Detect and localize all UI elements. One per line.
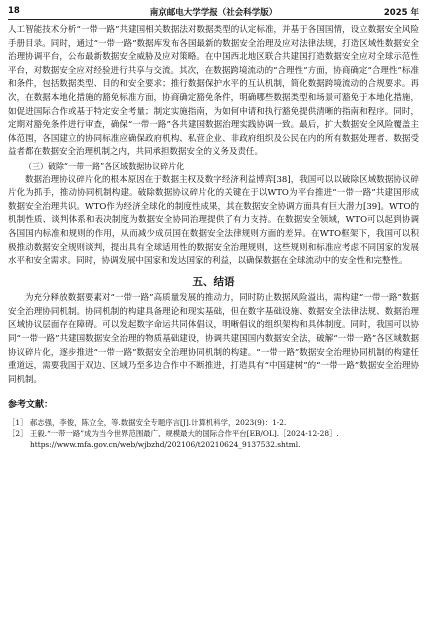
reference-text: ［2］ 王毅.“一带一路”成为当今世界范围最广、规模最大的国际合作平台[EB/OL].［2024-12-28］. bbox=[8, 429, 339, 439]
body-paragraph: 数据治理协议碎片化的根本原因在于数据主权及数字经济利益博弈[38]，我国可以以破除区域数据协议碎片化为抓手，推动协同机制构建。破除数据协议碎片化的关键在于以WTO为平台推进“一带一路”共建国形成数据安全治理共识。WTO作为经济全球化的制度性成果，其在数据安全协调方面具有巨大潜力[39]。WTO的机制性质、谈判体系和表决制度为数据安全协同治理提供了有力支持。在数据安全领域，WTO可以起到协调各国国内标准和规则的作用，从而减少成员国在数据安全法律规则方面的差异。在WTO框架下，我国可以积极推动数据安全规则谈判，提出具有全球适用性的数据安全治理规则，这些规则和标准应考虑不同国家的发展水平和安全需求。同时，协调发展中国家和发达国家的利益，以确保数据在全球流动中的安全性和完整性。 bbox=[8, 174, 419, 267]
running-header bbox=[8, 6, 419, 18]
header-rule bbox=[8, 19, 419, 20]
body-paragraph: 人工智能技术分析“一带一路”共建国相关数据法对数据类型的认定标准，并基于各国国情，设立数据安全风险手册目录。同时，通过“一带一路”数据库发布各国最新的数据安全治理及应对法律法规，打造区域性数据安全治理协调平台，公布最新数据安全威胁及应对策略。在中国西北地区联合共建国打造数据安全应对全球示范性平台，对数据安全应对经验进行共享与交流。其次，在数据跨境流动的“合理性”方面，协商确定“合理性”标准和条件，包括数据类型、目的和安全要求；推行数据保护水平的互认机制，简化数据跨境流动的合规要求。再次，在数据本地化措施的豁免标准方面，协商确定豁免条件，明确哪些数据类型和场景可豁免于本地化措施，如促进国际合作或基于特定安全考量；制定实施指南，为如何申请和执行豁免提供清晰的指南和程序。同时，定期对豁免条件进行审查，确保“一带一路”各共建国数据治理实践协调一致。最后，扩大数据安全风险覆盖主体范围，各国建立的协同标准应确保政府机构、私营企业、非政府组织及公民在内的所有数据处理者、数据受益者都在数据安全治理机制之内，共同承担数据安全的义务及责任。 bbox=[8, 25, 419, 158]
page-number: 18 bbox=[8, 6, 20, 16]
section-heading: 五、结语 bbox=[192, 275, 235, 288]
references-heading: 参考文献： bbox=[8, 400, 54, 411]
reference-item bbox=[8, 428, 419, 450]
publication-year: 2025 年 bbox=[383, 8, 419, 18]
body-paragraph: 为充分释放数据要素对“一带一路”高质量发展的推动力，同时防止数据风险溢出，需构建“一带一路”数据安全治理协同机制。协同机制的构建具备理论和现实基础，但在数字基础设施、数据安全法律法规、数据治理区域协议层面存在障碍。可以发起数字命运共同体倡议，明晰倡议的组织架构和具体制度。同时，我国可以协同“一带一路”共建国数据安全治理的物质基础建设，协调共建国国内数据安全法，破解“一带一路”各区域数据协议碎片化，逐步推进“一带一路”数据安全治理协同机制的构建。“一带一路”数据安全治理协同机制的构建任重道远，需要我国于双边、区域乃至多边合作中不断推进，打造具有“中国建树”的“一带一路”数据安全治理协同机制。 bbox=[8, 293, 419, 385]
subsection-heading: （三）破除“一带一路”各区域数据协议碎片化 bbox=[24, 161, 185, 171]
journal-title: 南京邮电大学学报（社会科学版） bbox=[149, 8, 278, 18]
article-body bbox=[8, 24, 419, 450]
reference-url-link[interactable]: https://www.mfa.gov.cn/web/wjbzhd/202106/t20210624_9137532.shtml. bbox=[30, 440, 301, 450]
reference-item bbox=[8, 417, 419, 428]
reference-text: ［1］ 郝志强，李俊，陈立全，等.数据安全专题序言[J].计算机科学，2023(9)：1-2. bbox=[8, 418, 287, 428]
